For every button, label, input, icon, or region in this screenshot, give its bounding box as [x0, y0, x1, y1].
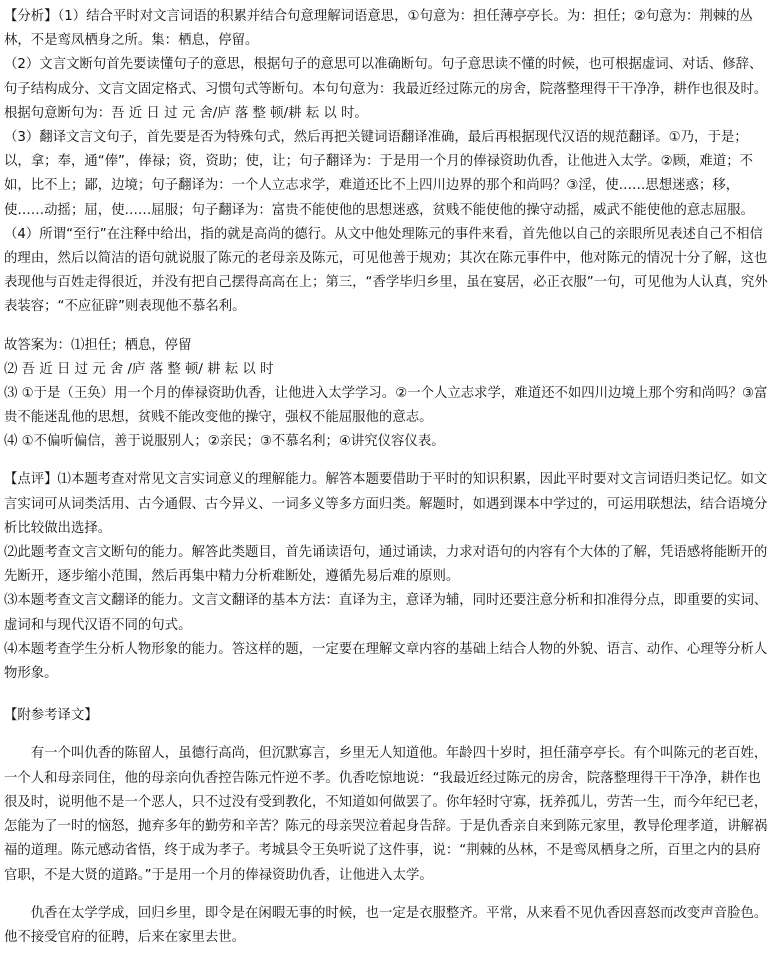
- translation-heading: 【附参考译文】: [4, 708, 98, 724]
- analysis-section: [4, 5, 771, 320]
- answer-1: 故答案为：⑴担任；栖息，停留: [4, 337, 192, 353]
- translation-paragraph-2: 仇香在太学学成，回归乡里，即令是在闲暇无事的时候，也一定是衣服整齐。平常，从来看不见仇香因喜怒而改变声音脸色。他不接受官府的征聘，后来在家里去世。: [4, 905, 768, 945]
- analysis-paragraph-1: 【分析】（1）结合平时对文言词语的积累并结合句意理解词语意思，①句意为：担任薄亭亭长。为：担任；②句意为：荆棘的丛林，不是鸾凤栖身之所。集：栖息，停留。: [4, 9, 753, 49]
- review-paragraph-1: 【点评】⑴本题考查对常见文言实词意义的理解能力。解答本题要借助于平时的知识积累，因此平时要对文言词语归类记忆。如文言实词可从词类活用、古今通假、古今异义、一词多义等多方面归类。解题时，如遇到课本中学过的，可运用联想法，结合语境分析比较做出选择。: [4, 472, 768, 536]
- answers-section: [4, 334, 771, 455]
- answer-2: ⑵ 吾 近 日 过 元 舍 /庐 落 整 顿/ 耕 耘 以 时: [4, 361, 274, 377]
- translation-section: [4, 704, 771, 950]
- answer-4: ⑷ ①不偏听偏信，善于说服别人；②亲民；③不慕名利；④讲究仪容仪表。: [4, 434, 445, 450]
- analysis-paragraph-3: （3）翻译文言文句子，首先要是否为特殊句式，然后再把关键词语翻译准确，最后再根据现代汉语的规范翻译。①乃，于是；以，拿；奉，通“俸”，俸禄；资，资助；使，让；句子翻译为：于是用一个月的俸禄资助仇香，让他进入太学。②顾，难道；不如，比不上；鄙，边境；句子翻译为：一个人立志求学，难道还比不上四川边界的那个和尚吗？③淫，使……思想迷惑；移，使……动摇；屈，使……屈服；句子翻译为：富贵不能使他的思想迷惑，贫贱不能使他的操守动摇，威武不能使他的意志屈服。: [4, 130, 754, 218]
- review-paragraph-4: ⑷本题考查学生分析人物形象的能力。答这样的题，一定要在理解文章内容的基础上结合人物的外貌、语言、动作、心理等分析人物形象。: [4, 641, 768, 682]
- answer-3: ⑶ ①于是（王奂）用一个月的俸禄资助仇香，让他进入太学学习。②一个人立志求学，难道还不如四川边境上那个穷和尚吗？③富贵不能迷乱他的思想，贫贱不能改变他的操守，强权不能屈服他的意志。: [4, 385, 768, 426]
- translation-paragraph-1: 有一个叫仇香的陈留人，虽德行高尚，但沉默寡言，乡里无人知道他。年龄四十岁时，担任蒲亭亭长。有个叫陈元的老百姓，一个人和母亲同住，他的母亲向仇香控告陈元忤逆不孝。仇香吃惊地说：“我最近经过陈元的房舍，院落整理得干干净净，耕作也很及时，说明他不是一个恶人，只不过没有受到教化，不知道如何做罢了。你年轻时守寡，抚养孤儿，劳苦一生，而今年纪已老，怎能为了一时的恼怒，抛弃多年的勤劳和辛苦？陈元的母亲哭泣着起身告辞。于是仇香亲自来到陈元家里，教导伦理孝道，讲解祸福的道理。陈元感动省悟，终于成为孝子。考城县令王奂听说了这件事，说：“荆棘的丛林，不是鸾凤栖身之所，百里之内的县府官职，不是大贤的道路。”于是用一个月的俸禄资助仇香，让他进入太学。: [4, 746, 768, 883]
- review-paragraph-2: ⑵此题考查文言文断句的能力。解答此类题目，首先诵读语句，通过诵读，力求对语句的内容有个大体的了解，凭语感将能断开的先断开，逐步缩小范围，然后再集中精力分析难断处，遵循先易后难的原则。: [4, 545, 768, 585]
- analysis-paragraph-4: （4）所谓“至行”在注释中给出，指的就是高尚的德行。从文中他处理陈元的事件来看，首先他以自己的亲眼所见表述自己不相信的理由，然后以简洁的语句就说服了陈元的老母亲及陈元，可见他善于规劝；其次在陈元事件中，他对陈元的情况十分了解，这也表现他与百姓走得很近，并没有把自己摆得高高在上；第三，“香学毕归乡里，虽在宴居，必正衣服”一句，可见他为人认真，究外表装容；“不应征辟”则表现他不慕名利。: [4, 226, 768, 315]
- analysis-paragraph-2: （2）文言文断句首先要读懂句子的意思，根据句子的意思可以准确断句。句子意思读不懂的时候，也可根据虚词、对话、修辞、句子结构成分、文言文固定格式、习惯句式等断句。本句句意为：我最近经过陈元的房舍，院落整理得干干净净，耕作也很及时。根据句意断句为：吾 近 日 过 元 舍/庐 落 整 顿/耕 耘 以 时。: [4, 57, 768, 121]
- review-section: [4, 468, 771, 686]
- review-paragraph-3: ⑶本题考查文言文翻译的能力。文言文翻译的基本方法：直译为主，意译为辅，同时还要注意分析和扣准得分点，即重要的实词、虚词和与现代汉语不同的句式。: [4, 593, 768, 633]
